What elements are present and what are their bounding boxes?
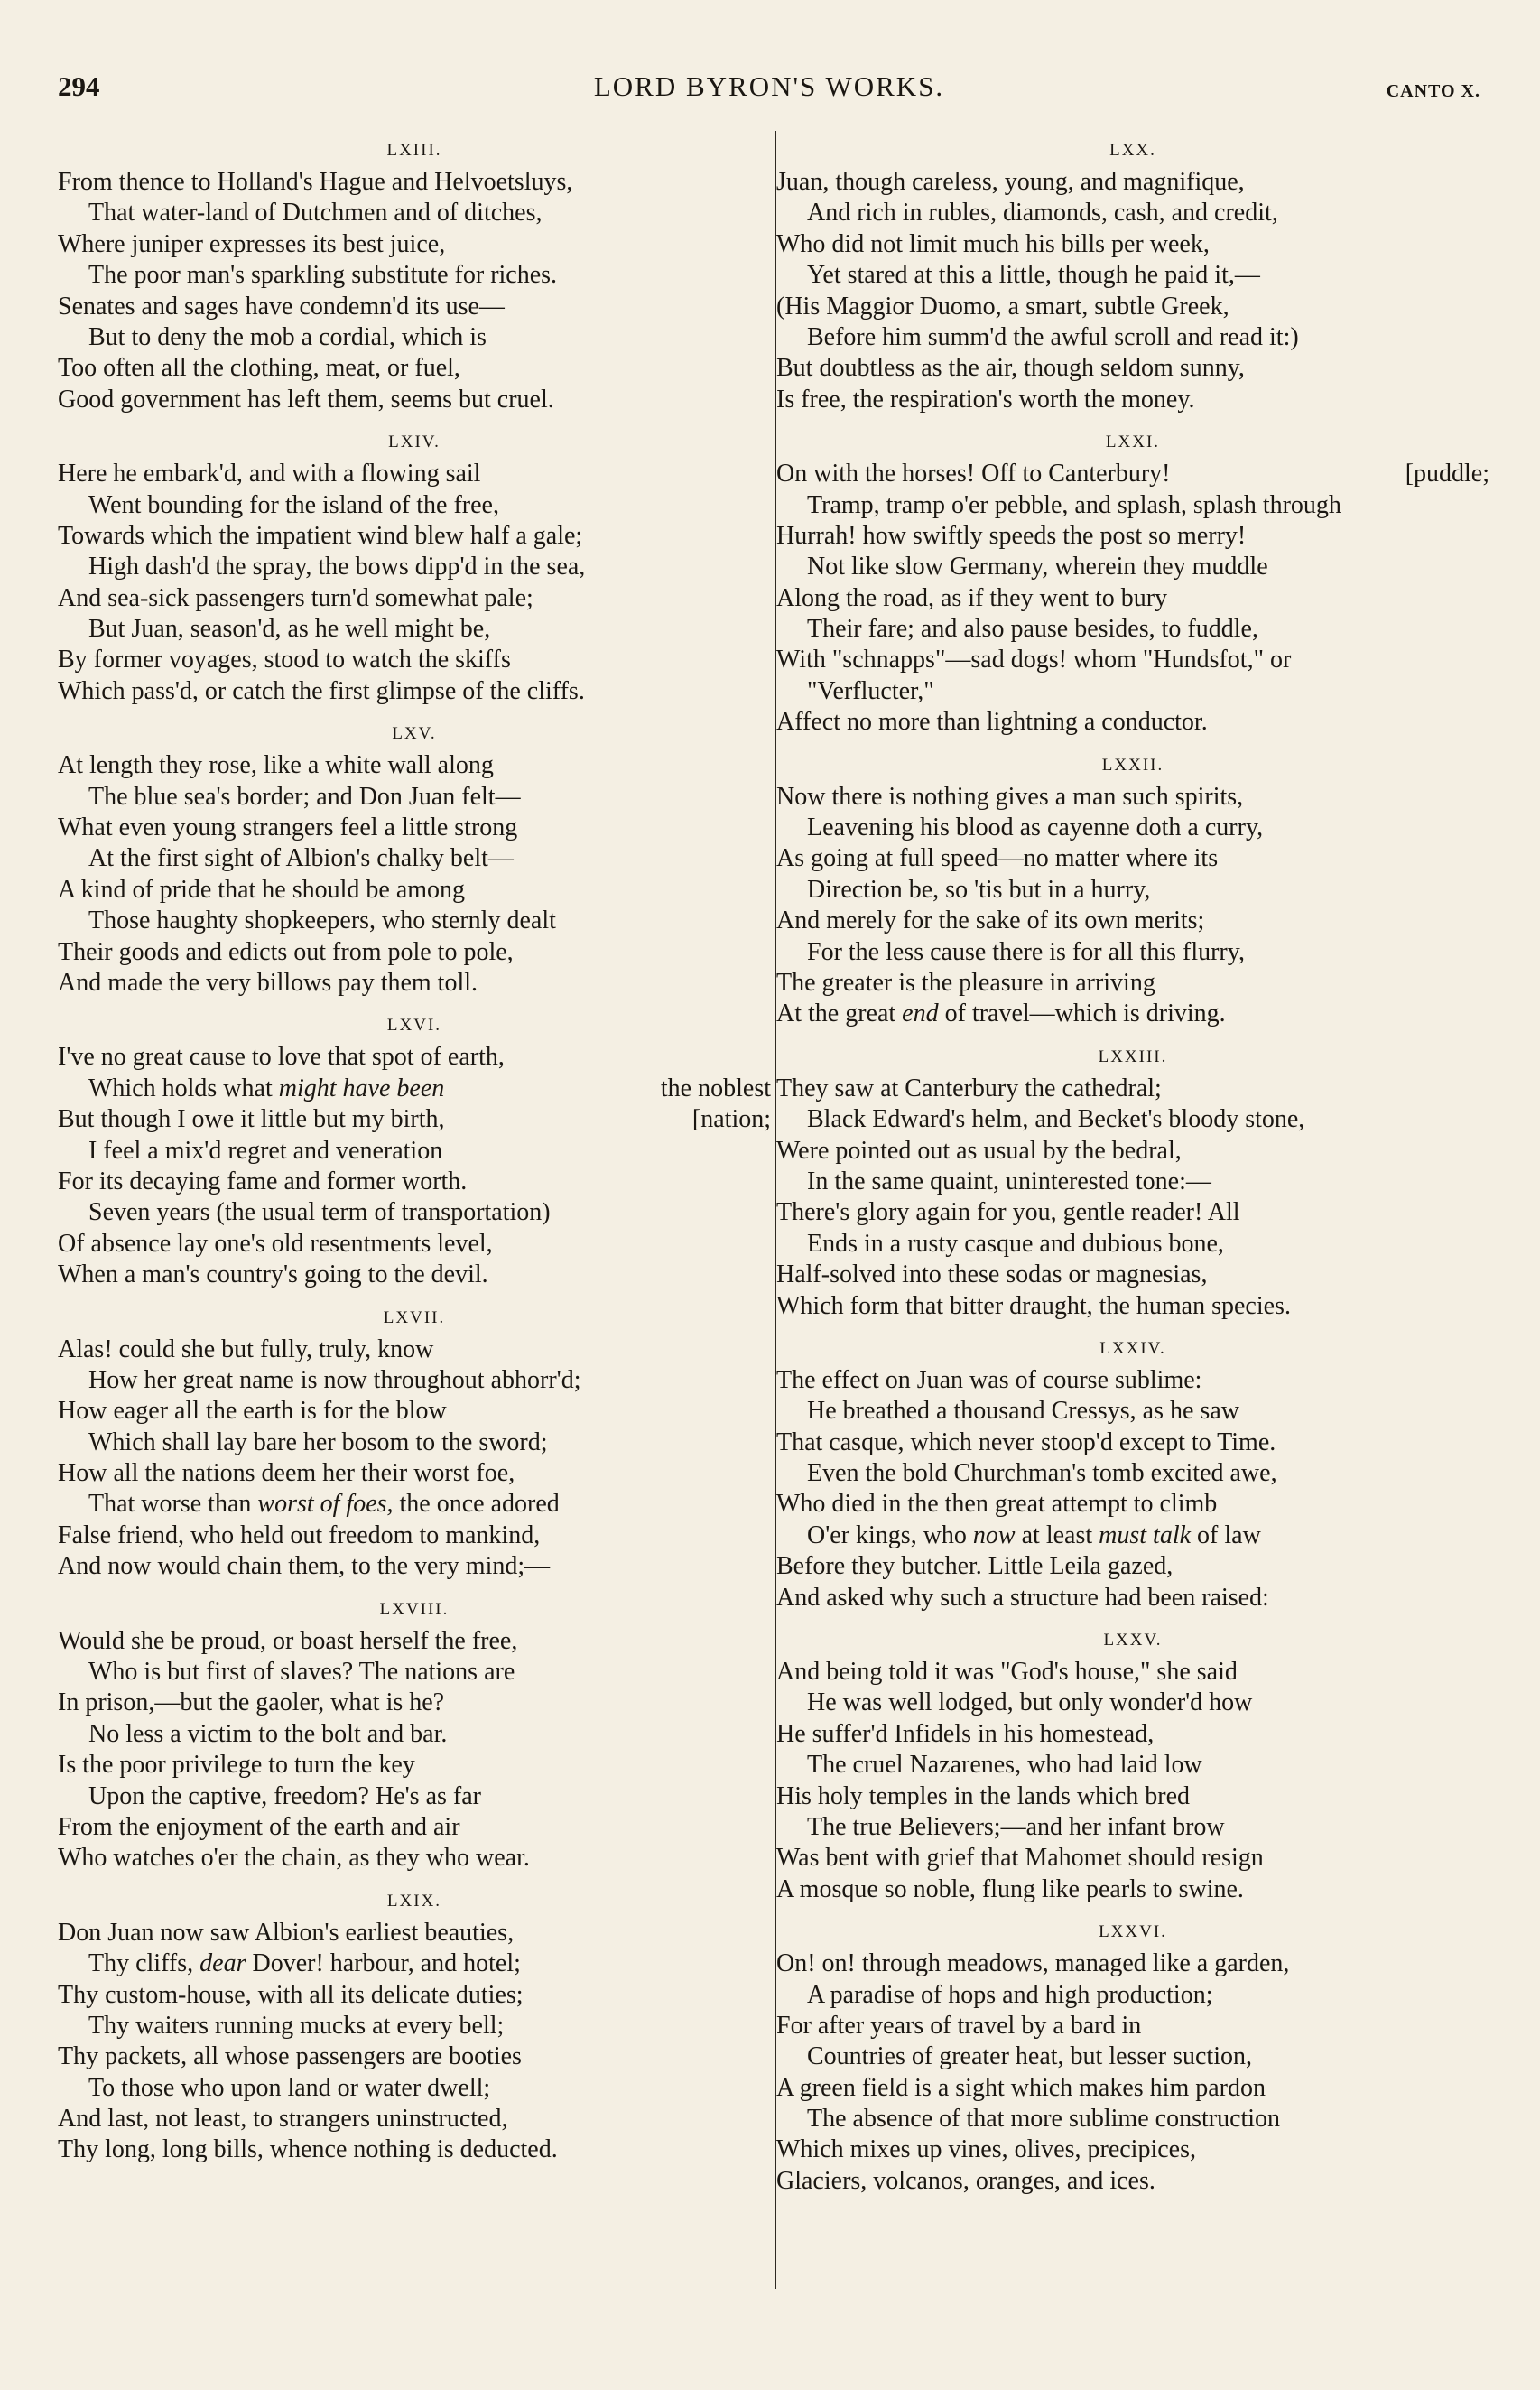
italic-phrase: now <box>972 1520 1016 1549</box>
verse-line: Thy packets, all whose passengers are booties <box>58 2042 522 2071</box>
stanza-lxvi <box>58 1013 771 1290</box>
verse-line: Was bent with grief that Mahomet should resign <box>776 1844 1264 1873</box>
verse-line: Thy custom-house, with all its delicate duties; <box>58 1980 524 2009</box>
verse-line: Towards which the impatient wind blew half a gale; <box>58 521 583 550</box>
verse-line <box>58 1489 771 1520</box>
canto-label: CANTO X. <box>1386 81 1480 101</box>
verse-line: How eager all the earth is for the blow <box>58 1397 447 1426</box>
verse-line: Now there is nothing gives a man such spirits, <box>776 782 1244 811</box>
verse-line: The poor man's sparkling substitute for riches. <box>88 261 558 290</box>
verse-line: The absence of that more sublime construction <box>807 2105 1281 2134</box>
verse-line: And sea-sick passengers turn'd somewhat pale; <box>58 583 533 612</box>
verse-line: Too often all the clothing, meat, or fuel, <box>58 354 460 383</box>
stanza-lxiii <box>58 138 771 415</box>
stanza-lxv <box>58 721 771 999</box>
verse-line: He was well lodged, but only wonder'd how <box>807 1688 1253 1717</box>
verse-line: He suffer'd Infidels in his homestead, <box>776 1719 1155 1748</box>
verse-line: A green field is a sight which makes him pardon <box>776 2073 1266 2102</box>
verse-line: They saw at Canterbury the cathedral; <box>776 1074 1162 1102</box>
verse-line: Which mixes up vines, olives, precipices, <box>776 2135 1196 2164</box>
stanza-lxviii <box>58 1597 771 1874</box>
verse-line: Would she be proud, or boast herself the free, <box>58 1626 518 1655</box>
stanza-number: LXXI. <box>1105 432 1161 452</box>
verse-line: Went bounding for the island of the free, <box>88 490 499 519</box>
verse-line: A mosque so noble, flung like pearls to swine. <box>776 1874 1244 1903</box>
stanza-number: LXXIII. <box>1098 1046 1168 1066</box>
verse-line: And asked why such a structure had been raised: <box>776 1583 1269 1612</box>
verse-line: What even young strangers feel a little strong <box>58 814 518 842</box>
verse-line: From thence to Holland's Hague and Helvoetsluys, <box>58 168 573 196</box>
verse-line: His holy temples in the lands which bred <box>776 1781 1191 1810</box>
verse-line: A paradise of hops and high production; <box>807 1980 1213 2009</box>
verse-line: Don Juan now saw Albion's earliest beauties, <box>58 1918 515 1947</box>
verse-line <box>776 999 1489 1029</box>
italic-phrase: worst of foes, <box>257 1490 394 1519</box>
verse-line <box>776 459 1489 489</box>
stanza-lxx <box>776 138 1489 415</box>
verse-line: High dash'd the spray, the bows dipp'd in the sea, <box>88 553 586 581</box>
verse-line: With "schnapps"—sad dogs! whom "Hundsfot," or <box>776 646 1292 674</box>
verse-line: A kind of pride that he should be among <box>58 875 466 904</box>
verse-line: And last, not least, to strangers uninstructed, <box>58 2105 508 2134</box>
verse-line: How all the nations deem her their worst foe, <box>58 1459 515 1488</box>
stanza-lxix <box>58 1889 771 2166</box>
page-number: 294 <box>58 70 100 102</box>
verse-line: The blue sea's border; and Don Juan felt— <box>88 782 521 811</box>
verse-text: Thy cliffs, <box>88 1949 194 1978</box>
stanza-lxxiii <box>776 1045 1489 1322</box>
verse-line: To those who upon land or water dwell; <box>88 2073 491 2102</box>
verse-line: And made the very billows pay them toll. <box>58 968 478 997</box>
verse-line: And being told it was "God's house," she said <box>776 1658 1238 1687</box>
verse-text: the noblest <box>660 1074 771 1102</box>
verse-line: Is free, the respiration's worth the money. <box>776 385 1195 414</box>
verse-line: For its decaying fame and former worth. <box>58 1167 468 1195</box>
verse-line: The cruel Nazarenes, who had laid low <box>807 1751 1202 1780</box>
verse-line: Upon the captive, freedom? He's as far <box>88 1781 481 1810</box>
verse-text: At the great <box>776 1000 896 1028</box>
verse-line: At length they rose, like a white wall along <box>58 751 494 780</box>
verse-line: Half-solved into these sodas or magnesias, <box>776 1260 1208 1289</box>
verse-line: Who did not limit much his bills per week, <box>776 229 1210 258</box>
verse-line: He breathed a thousand Cressys, as he saw <box>807 1397 1239 1426</box>
verse-line: Those haughty shopkeepers, who sternly dealt <box>88 907 556 935</box>
stanza-number: LXXVI. <box>1099 1922 1167 1942</box>
stanza-number: LXIX. <box>386 1891 442 1911</box>
italic-phrase: might have been <box>278 1074 445 1102</box>
verse-line: Which pass'd, or catch the first glimpse of the cliffs. <box>58 676 585 705</box>
verse-text: of law <box>1197 1520 1261 1549</box>
verse-line: As going at full speed—no matter where its <box>776 844 1219 873</box>
stanza-lxxiv <box>776 1336 1489 1613</box>
verse-line: Thy long, long bills, whence nothing is deducted. <box>58 2135 558 2164</box>
verse-line: That water-land of Dutchmen and of ditches, <box>88 199 543 228</box>
verse-line: No less a victim to the bolt and bar. <box>88 1719 448 1748</box>
verse-line: Who watches o'er the chain, as they who wear. <box>58 1844 530 1873</box>
verse-line: From the enjoyment of the earth and air <box>58 1812 460 1841</box>
verse-text: O'er kings, who <box>807 1520 967 1549</box>
verse-text: the once adored <box>399 1490 560 1519</box>
italic-phrase: end <box>902 1000 939 1028</box>
verse-line: And merely for the sake of its own merits; <box>776 907 1205 935</box>
running-title: LORD BYRON'S WORKS. <box>593 70 945 102</box>
verse-line: Where juniper expresses its best juice, <box>58 229 446 258</box>
verse-line: That casque, which never stoop'd except to Time. <box>776 1427 1276 1456</box>
verse-line: On! on! through meadows, managed like a garden, <box>776 1949 1290 1978</box>
verse-line: Here he embark'd, and with a flowing sail <box>58 460 481 488</box>
turnover-word: [nation; <box>691 1105 771 1134</box>
verse-line: Juan, though careless, young, and magnifique, <box>776 168 1245 196</box>
verse-line: Their goods and edicts out from pole to pole, <box>58 937 514 966</box>
page-header <box>58 70 1480 114</box>
verse-line: Glaciers, volcanos, oranges, and ices. <box>776 2166 1155 2195</box>
verse-line: Were pointed out as usual by the bedral, <box>776 1136 1182 1165</box>
verse-line: The greater is the pleasure in arriving <box>776 968 1155 997</box>
verse-line: Black Edward's helm, and Becket's bloody stone, <box>807 1105 1305 1134</box>
verse-line: "Verflucter," <box>807 676 934 705</box>
verse-line: Yet stared at this a little, though he paid it,— <box>807 261 1260 290</box>
stanza-number: LXIV. <box>388 432 441 452</box>
italic-phrase: must talk <box>1099 1520 1192 1549</box>
verse-line: Tramp, tramp o'er pebble, and splash, splash through <box>807 490 1341 519</box>
verse-line: Which form that bitter draught, the human species. <box>776 1291 1291 1320</box>
verse-line <box>58 1948 771 1979</box>
verse-text: of travel—which is driving. <box>944 1000 1226 1028</box>
verse-line: Their fare; and also pause besides, to fuddle, <box>807 615 1258 644</box>
stanza-number: LXX. <box>1109 141 1156 160</box>
stanza-number: LXXIV. <box>1099 1338 1166 1358</box>
verse-line: But to deny the mob a cordial, which is <box>88 322 487 351</box>
verse-line: Senates and sages have condemn'd its use— <box>58 292 505 321</box>
verse-line: In the same quaint, uninterested tone:— <box>807 1167 1211 1195</box>
stanza-lxvii <box>58 1306 771 1583</box>
verse-line: For the less cause there is for all this flurry, <box>807 937 1245 966</box>
stanza-lxxv <box>776 1628 1489 1905</box>
verse-line: False friend, who held out freedom to mankind, <box>58 1520 541 1549</box>
verse-line: Direction be, so 'tis but in a hurry, <box>807 875 1151 904</box>
verse-line: There's glory again for you, gentle reader! All <box>776 1198 1240 1227</box>
verse-line: Along the road, as if they went to bury <box>776 583 1168 612</box>
verse-line: Who died in the then great attempt to climb <box>776 1490 1218 1519</box>
stanza-lxxi <box>776 430 1489 739</box>
verse-line <box>58 1104 771 1135</box>
stanza-lxiv <box>58 430 771 707</box>
left-column <box>58 138 771 2166</box>
verse-line: Before him summ'd the awful scroll and read it:) <box>807 322 1299 351</box>
verse-line: Not like slow Germany, wherein they muddle <box>807 553 1268 581</box>
verse-line: Thy waiters running mucks at every bell; <box>88 2011 505 2040</box>
verse-line: Ends in a rusty casque and dubious bone, <box>807 1229 1224 1258</box>
verse-line: Who is but first of slaves? The nations are <box>88 1658 515 1687</box>
verse-line: But Juan, season'd, as he well might be, <box>88 615 491 644</box>
stanza-number: LXVIII. <box>379 1599 450 1619</box>
verse-line: How her great name is now throughout abhorr'd; <box>88 1365 581 1394</box>
verse-line: Of absence lay one's old resentments level, <box>58 1229 493 1258</box>
verse-line: Seven years (the usual term of transportation) <box>88 1198 551 1227</box>
verse-line: Which shall lay bare her bosom to the sword; <box>88 1427 548 1456</box>
verse-line: And now would chain them, to the very mind;— <box>58 1552 551 1581</box>
verse-line: But doubtless as the air, though seldom sunny, <box>776 354 1245 383</box>
stanza-number: LXIII. <box>386 141 442 160</box>
verse-line: Leavening his blood as cayenne doth a curry, <box>807 814 1264 842</box>
stanza-number: LXVII. <box>383 1307 446 1327</box>
turnover-word: [puddle; <box>1405 460 1489 488</box>
verse-text: Which holds what <box>88 1074 273 1102</box>
verse-line: The effect on Juan was of course sublime: <box>776 1365 1202 1394</box>
verse-text: But though I owe it little but my birth, <box>58 1105 445 1134</box>
stanza-number: LXV. <box>392 724 437 744</box>
stanza-lxxii <box>776 753 1489 1030</box>
verse-line: Before they butcher. Little Leila gazed, <box>776 1552 1174 1581</box>
verse-line: Alas! could she but fully, truly, know <box>58 1334 434 1363</box>
verse-line: Is the poor privilege to turn the key <box>58 1751 415 1780</box>
verse-line: I've no great cause to love that spot of earth, <box>58 1043 505 1072</box>
verse-line: The true Believers;—and her infant brow <box>807 1812 1225 1841</box>
verse-text: That worse than <box>88 1490 252 1519</box>
italic-phrase: dear <box>199 1949 246 1978</box>
stanza-lxxvi <box>776 1920 1489 2197</box>
verse-line <box>58 1074 771 1104</box>
stanza-number: LXXV. <box>1103 1631 1163 1651</box>
verse-line <box>776 1520 1489 1551</box>
verse-text: On with the horses! Off to Canterbury! <box>776 460 1171 488</box>
verse-line: In prison,—but the gaoler, what is he? <box>58 1688 445 1717</box>
verse-line: I feel a mix'd regret and veneration <box>88 1136 443 1165</box>
verse-line: At the first sight of Albion's chalky belt— <box>88 844 514 873</box>
verse-line: For after years of travel by a bard in <box>776 2011 1142 2040</box>
verse-line: When a man's country's going to the devil. <box>58 1260 488 1289</box>
right-column <box>776 138 1489 2197</box>
verse-line: Countries of greater heat, but lesser suction, <box>807 2042 1252 2071</box>
verse-text: Dover! harbour, and hotel; <box>252 1949 521 1978</box>
verse-line: Good government has left them, seems but cruel. <box>58 385 554 414</box>
stanza-number: LXVI. <box>386 1016 442 1036</box>
verse-line: And rich in rubles, diamonds, cash, and credit, <box>807 199 1278 228</box>
stanza-number: LXXII. <box>1101 755 1164 775</box>
verse-line: Even the bold Churchman's tomb excited awe, <box>807 1459 1277 1488</box>
verse-line: Affect no more than lightning a conductor. <box>776 708 1208 737</box>
verse-line: By former voyages, stood to watch the skiffs <box>58 646 511 674</box>
verse-text: at least <box>1021 1520 1093 1549</box>
verse-line: Hurrah! how swiftly speeds the post so merry! <box>776 521 1247 550</box>
verse-line: (His Maggior Duomo, a smart, subtle Greek, <box>776 292 1229 321</box>
